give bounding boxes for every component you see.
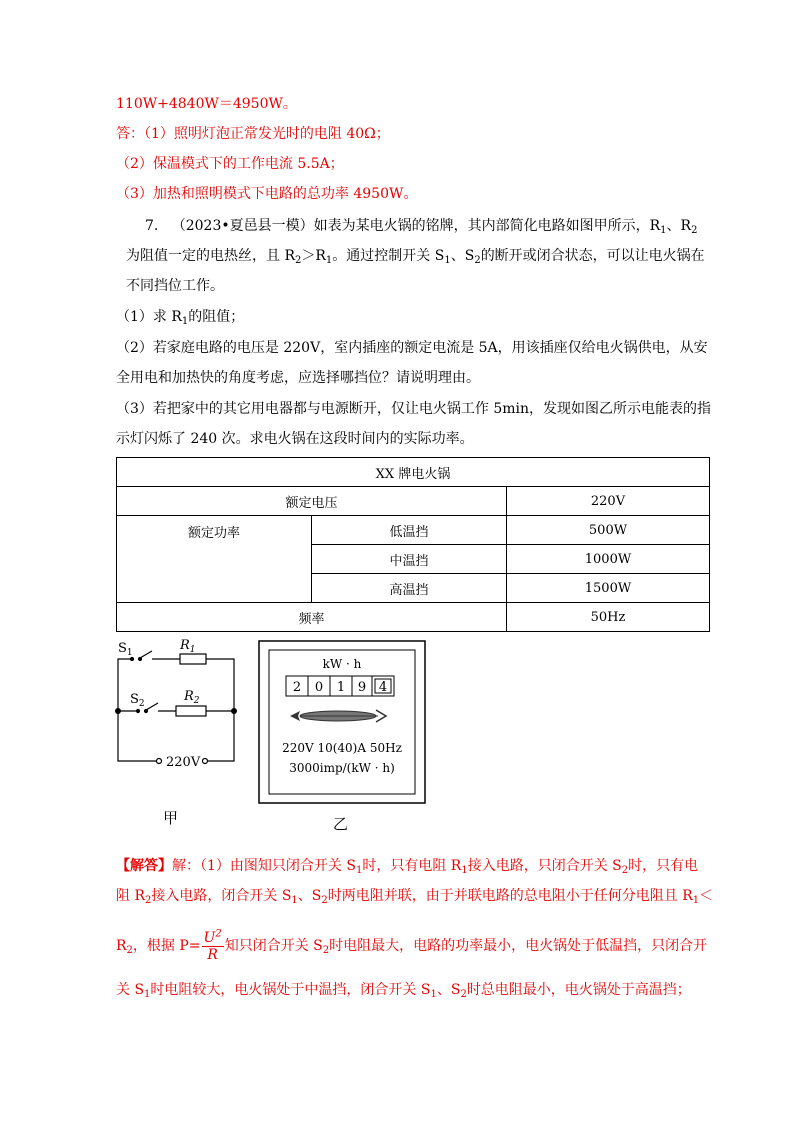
analysis-text: 时，只有电 (628, 858, 699, 874)
figure-caption-yi: 乙 (333, 815, 349, 833)
answer-line-2: （2）保温模式下的工作电流 5.5A； (116, 156, 344, 172)
analysis-text: 解：（1）由图知只闭合开关 S (172, 858, 356, 874)
answer-1: （1）照明灯泡正常发光时的电阻 40Ω； (144, 126, 390, 142)
nameplate-title: XX 牌电火锅 (117, 458, 710, 487)
energy-meter (258, 640, 426, 804)
analysis-text: ＜ (699, 888, 714, 904)
answer-line-1 (116, 124, 390, 144)
question-stem: 。通过控制开关 S (332, 248, 445, 264)
question-source: （2023•夏邑县一模） (171, 218, 314, 234)
subscript: 1 (355, 865, 363, 876)
analysis-text: 接入电路，闭合开关 S (151, 888, 292, 904)
subscript: 1 (444, 255, 451, 266)
analysis-text: 时电阻最大，电路的功率最小，电火锅处于低温挡，只闭合开 (329, 938, 708, 954)
question-stem: 为阻值一定的电热丝，且 R (126, 248, 295, 264)
subscript: 1 (181, 316, 189, 327)
mode-label: 低温挡 (312, 516, 507, 545)
answer-prefix: 答： (116, 126, 144, 142)
analysis-text: R (116, 938, 127, 954)
meter-unit: kW · h (322, 657, 362, 671)
voltage-label: 220V (166, 755, 201, 770)
prev-solution-line: 110W+4840W＝4950W。 (116, 96, 297, 112)
circuit-diagram (100, 635, 250, 785)
analysis-text: 时总电阻最小，电火锅处于高温挡； (466, 982, 691, 998)
subscript: 1 (660, 225, 667, 236)
subscript: 2 (474, 255, 481, 266)
subscript: 1 (430, 989, 437, 1000)
analysis-text: 时两电阻并联，由于并联电路的总电阻小于任何分电阻且 R (327, 888, 693, 904)
subscript: 2 (691, 225, 698, 236)
subscript: 2 (126, 945, 133, 956)
frequency-value: 50Hz (507, 603, 710, 632)
nameplate-table (116, 457, 710, 632)
analysis-text: 关 S (116, 982, 145, 998)
r1-label: $R_1$ (180, 638, 196, 655)
question-stem: 的断开或闭合状态，可以让电火锅在 (480, 248, 705, 264)
mode-value: 1000W (507, 545, 710, 574)
analysis-line-3 (116, 928, 707, 964)
question-stem: 如表为某电火锅的铭牌，其内部简化电路如图甲所示，R (313, 218, 661, 234)
meter-digit: 0 (314, 680, 324, 695)
rated-voltage-label: 额定电压 (117, 487, 507, 516)
analysis-text: 接入电路，只闭合开关 S (467, 858, 622, 874)
meter-digit: 4 (378, 680, 388, 695)
subscript: 1 (692, 895, 700, 906)
analysis-line-2 (116, 886, 713, 906)
analysis-text: 、S (436, 982, 461, 998)
mode-value: 500W (507, 516, 710, 545)
analysis-text: 阻 R (116, 888, 145, 904)
sub-question-3-line-1: （3）若把家中的其它用电器都与电源断开，仅让电火锅工作 5min，发现如图乙所示电能表的指 (116, 401, 712, 417)
subscript: 2 (145, 895, 152, 906)
rated-voltage-value: 220V (507, 487, 710, 516)
sub-question-2-line-2: 全用电和加热快的角度考虑，应选择哪挡位？请说明理由。 (116, 370, 480, 386)
junction-dot (115, 708, 121, 714)
subscript: 1 (144, 989, 151, 1000)
fraction-denominator: R (207, 946, 218, 963)
analysis-line-4 (116, 980, 691, 1000)
subscript: 2 (321, 895, 328, 906)
analysis-tag: 【解答】 (116, 858, 172, 874)
question-stem: 、S (450, 248, 475, 264)
superscript: 2 (215, 927, 222, 939)
question-line-3: 不同挡位工作。 (126, 278, 224, 294)
s2-label: $S_2$ (130, 692, 145, 709)
s1-label: $S_1$ (118, 641, 133, 658)
question-stem: 、R (666, 218, 692, 234)
rated-power-label: 额定功率 (117, 516, 312, 603)
subscript: 2 (621, 865, 629, 876)
sub-question-2-line-1: （2）若家庭电路的电压是 220V，室内插座的额定电流是 5A，用该插座仅给电火锅供电，从安 (116, 340, 708, 356)
analysis-text: ，根据 P= (132, 938, 201, 954)
subscript: 2 (322, 945, 330, 956)
meter-digit: 2 (292, 680, 302, 695)
question-number: 7. (145, 218, 159, 234)
sub-question-text: 的阻值； (188, 309, 245, 325)
subscript: 2 (460, 989, 467, 1000)
subscript: 2 (295, 255, 302, 266)
meter-spec-1: 220V 10(40)A 50Hz (282, 741, 402, 755)
analysis-text: 知只闭合开关 S (224, 938, 323, 954)
question-line-1 (145, 216, 697, 236)
analysis-text: 、S (297, 888, 322, 904)
subscript: 1 (461, 865, 468, 876)
analysis-text: 时，只有电阻 R (362, 858, 462, 874)
mode-label: 中温挡 (312, 545, 507, 574)
question-stem: ＞R (301, 248, 326, 264)
sub-question-3-line-2: 示灯闪烁了 240 次。求电火锅在这段时间内的实际功率。 (116, 431, 474, 447)
mode-label: 高温挡 (312, 574, 507, 603)
sub-question-text: （1）求 R (116, 309, 182, 325)
frequency-label: 频率 (117, 603, 507, 632)
junction-dot (231, 708, 237, 714)
r2-label: $R_2$ (184, 689, 200, 706)
analysis-text: 时电阻较大，电火锅处于中温挡，闭合开关 S (150, 982, 431, 998)
sub-question-1 (116, 307, 244, 327)
meter-digit: 1 (336, 680, 346, 695)
analysis-line-1 (116, 856, 698, 876)
answer-line-3: （3）加热和照明模式下电路的总功率 4950W。 (116, 186, 418, 202)
question-line-2 (126, 246, 705, 266)
power-formula-fraction (202, 927, 224, 963)
meter-digit: 9 (357, 680, 367, 695)
subscript: 1 (291, 895, 298, 906)
fraction-numerator: U (203, 929, 216, 946)
meter-spec-2: 3000imp/(kW · h) (289, 761, 395, 775)
subscript: 1 (325, 255, 333, 266)
mode-value: 1500W (507, 574, 710, 603)
figure-caption-jia: 甲 (163, 809, 179, 827)
